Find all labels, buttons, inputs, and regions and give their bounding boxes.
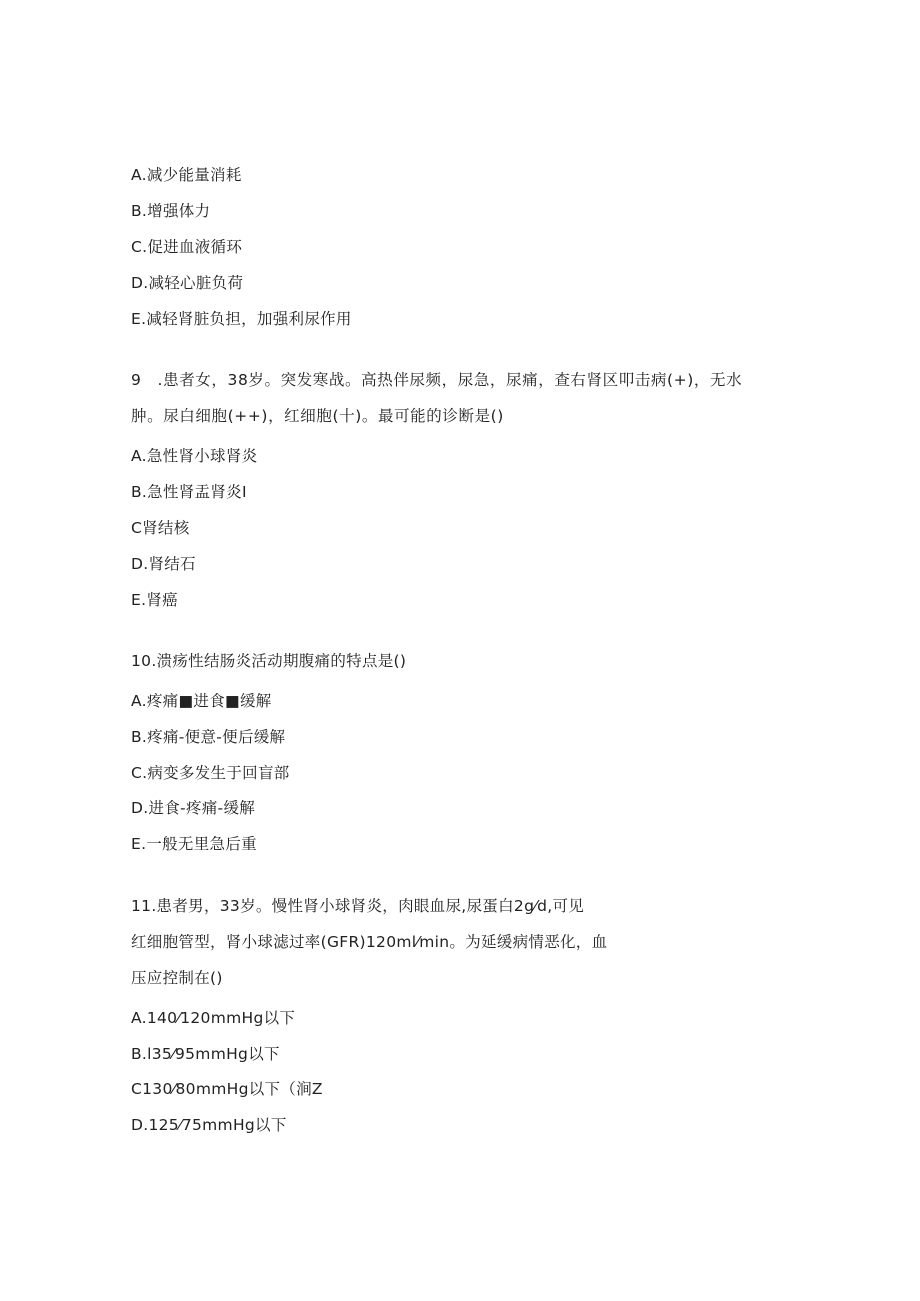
q10-option-b: B.疼痛-便意-便后缓解 bbox=[131, 728, 286, 746]
q11-stem-line-3: 压应控制在() bbox=[131, 969, 223, 987]
q8-option-d: D.减轻心脏负荷 bbox=[131, 274, 244, 292]
q10-option-c: C.病变多发生于回盲部 bbox=[131, 764, 290, 782]
q10-stem: 10.溃疡性结肠炎活动期腹痛的特点是() bbox=[131, 652, 407, 670]
q11-option-c: C130⁄80mmHg以下（涧Z bbox=[131, 1080, 323, 1098]
q9-stem-line-1: 9 .患者女，38岁。突发寒战。高热伴尿频，尿急，尿痛，查右肾区叩击病(+)，无水 bbox=[131, 371, 743, 389]
q9-option-d: D.肾结石 bbox=[131, 555, 196, 573]
q10-option-d: D.进食-疼痛-缓解 bbox=[131, 799, 256, 817]
q11-option-a: A.140⁄120mmHg以下 bbox=[131, 1009, 296, 1027]
q8-option-e: E.减轻肾脏负担，加强利尿作用 bbox=[131, 310, 352, 328]
q9-stem-line-2: 肿。尿白细胞(++)，红细胞(十)。最可能的诊断是() bbox=[131, 407, 504, 425]
q9-option-c: C肾结核 bbox=[131, 519, 190, 537]
q11-stem-line-1: 11.患者男，33岁。慢性肾小球肾炎，肉眼血尿,尿蛋白2g⁄d,可见 bbox=[131, 897, 585, 915]
q10-option-a: A.疼痛■进食■缓解 bbox=[131, 692, 272, 710]
q9-option-b: B.急性肾盂肾炎I bbox=[131, 483, 247, 501]
q11-option-d: D.125⁄75mmHg以下 bbox=[131, 1116, 287, 1134]
q11-stem-line-2: 红细胞管型，肾小球滤过率(GFR)120ml⁄min。为延缓病情恶化，血 bbox=[131, 933, 608, 951]
q8-option-b: B.增强体力 bbox=[131, 202, 211, 220]
q8-option-c: C.促进血液循环 bbox=[131, 238, 243, 256]
q9-option-e: E.肾癌 bbox=[131, 591, 178, 609]
q9-option-a: A.急性肾小球肾炎 bbox=[131, 447, 258, 465]
q10-option-e: E.一般无里急后重 bbox=[131, 835, 257, 853]
q11-option-b: B.l35⁄95mmHg以下 bbox=[131, 1045, 280, 1063]
q8-option-a: A.减少能量消耗 bbox=[131, 166, 242, 184]
